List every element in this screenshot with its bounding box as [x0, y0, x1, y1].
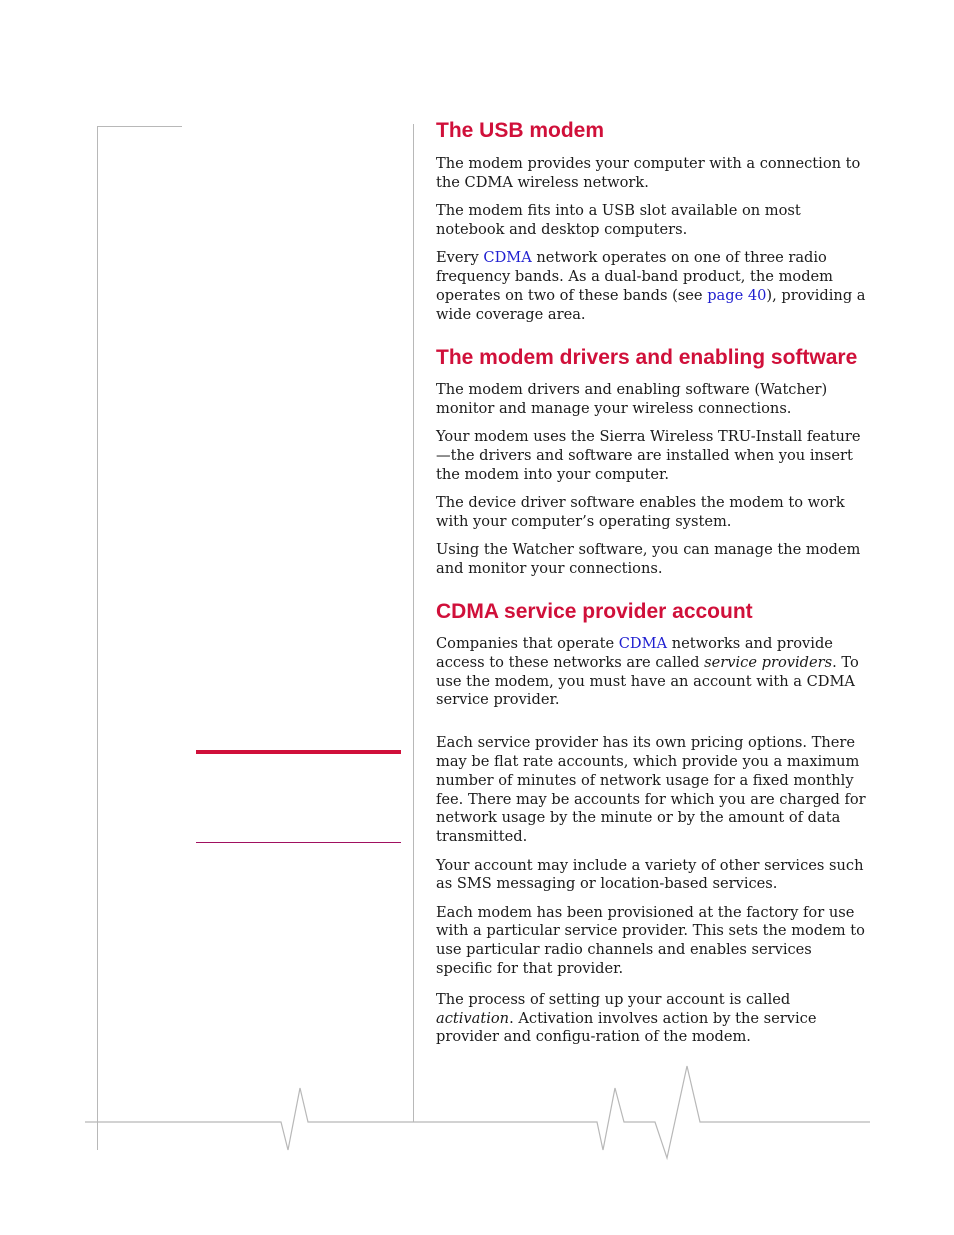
account-para-3: Your account may include a variety of other services such as SMS messaging or location-based services.	[436, 856, 864, 893]
drivers-para-3: The device driver software enables the modem to work with your computer’s operating system.	[436, 494, 845, 531]
account-para-5: The process of setting up your account is called activation. Activation involves action by the service provider and configu-ration of the modem.	[436, 990, 817, 1046]
section-heading-usb-modem: The USB modem	[436, 119, 605, 142]
main-content	[436, 118, 872, 1057]
section-heading-drivers-software: The modem drivers and enabling software	[436, 346, 858, 370]
usb-modem-para-1: The modem provides your computer with a connection to the CDMA wireless network.	[436, 155, 861, 191]
drivers-para-1: The modem drivers and enabling software (Watcher) monitor and manage your wireless connections.	[436, 381, 828, 418]
drivers-para-4: Using the Watcher software, you can manage the modem and monitor your connections.	[436, 541, 861, 578]
account-para-1: Companies that operate CDMA networks and provide access to these networks are called service providers. To use the modem, you must have an account with a CDMA service provider.	[436, 635, 859, 709]
drivers-para-2: Your modem uses the Sierra Wireless TRU-Install feature—the drivers and software are installed when you insert the modem into your computer.	[436, 428, 861, 484]
usb-modem-para-2: The modem fits into a USB slot available on most notebook and desktop computers.	[436, 202, 801, 238]
cdma-link-2[interactable]: CDMA	[618, 635, 668, 653]
account-para-2: Each service provider has its own pricing options. There may be flat rate accounts, which provide you a maximum number of minutes of network usage for a fixed monthly fee. There may be accounts for which you are charged for network usage by the minute or by the amount of data transmitted.	[436, 734, 866, 846]
cdma-link[interactable]: CDMA	[483, 249, 532, 267]
usb-modem-para-3: Every CDMA network operates on one of three radio frequency bands. As a dual-band product, the modem operates on two of these bands (see page 40), providing a wide coverage area.	[436, 249, 866, 323]
page-40-link[interactable]: page 40	[707, 286, 767, 304]
account-para-4: Each modem has been provisioned at the factory for use with a particular service provider. This sets the modem to use particular radio channels and enables services specific for that provider.	[436, 903, 865, 977]
section-heading-cdma-account: CDMA service provider account	[436, 600, 753, 624]
